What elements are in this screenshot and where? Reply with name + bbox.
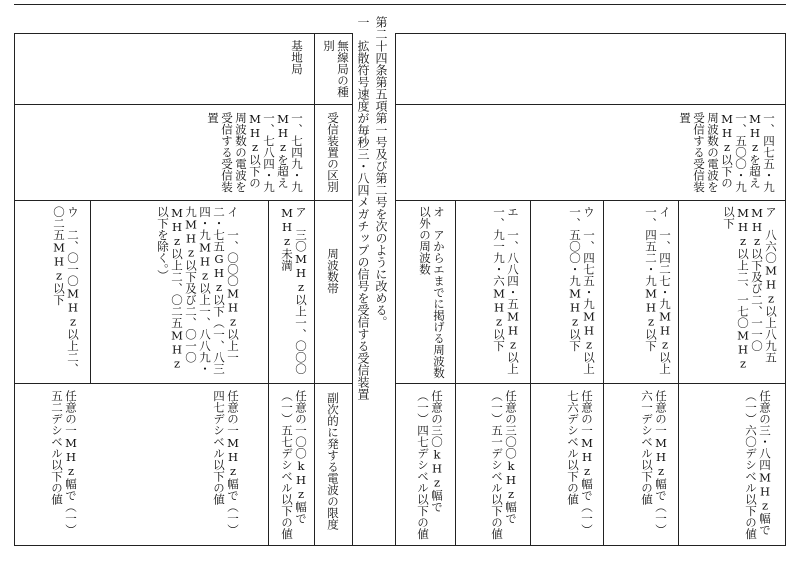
right-limit-i: 任意の一MHz幅で（一）六一デシベル以下の値 <box>640 390 668 536</box>
amendment-caption: 第二十四条第五項第一号及び第二号を次のように改める。 <box>374 16 388 328</box>
left-band-a: ア 三〇MHz以上一、〇〇〇MHz未満 <box>280 206 308 375</box>
left-receiver-class: 一、七四九・九MHzを超え一、七八四・九MHz以下の周波数の電波を受信する受信装置 <box>206 112 304 193</box>
left-band-u: ウ 二、〇一〇MHz以上二、〇二五MHz以下 <box>52 206 80 375</box>
left-station-type: 基地局 <box>290 40 304 75</box>
header-frequency-band: 周波数帯 <box>326 248 340 294</box>
page-top-rule <box>14 4 786 5</box>
receiver-section-heading: 一 拡散符号速度が毎秒三・八四メガチップの信号を受信する受信装置 <box>356 16 370 400</box>
left-limit-u: 任意の一MHz幅で（一）五二デシベル以下の値 <box>50 390 78 536</box>
left-limit-i: 任意の一MHz幅で（一）四七デシベル以下の値 <box>212 390 240 536</box>
right-band-u: ウ 一、四七五・九MHz以上一、五〇〇・九MHz以下 <box>568 206 596 375</box>
right-band-e: エ 一、八八四・五MHz以上一、九一九・六MHz以下 <box>492 206 520 375</box>
left-limit-a: 任意の一〇〇kHz幅で（一）五七デシベル以下の値 <box>280 390 308 540</box>
right-limit-u: 任意の一MHz幅で（一）七六デシベル以下の値 <box>566 390 594 536</box>
header-emission-limit: 副次的に発する電波の限度 <box>326 392 340 530</box>
right-band-i: イ 一、四二七・九MHz以上一、四五二・九MHz以下 <box>644 206 672 375</box>
header-receiver-class: 受信装置の区別 <box>326 112 340 193</box>
left-band-i: イ 一、〇〇〇MHz以上一二・七五GHz以下（一、八三四・九MHz以上一、八八九・九MHz以下及び二、〇一〇MHz以上二、〇二五MHz以下を除く。） <box>156 206 240 375</box>
right-band-o: オ アからエまでに掲げる周波数以外の周波数 <box>418 206 446 379</box>
right-limit-o: 任意の三〇kHz幅で（一）四七デシベル以下の値 <box>416 390 444 540</box>
right-receiver-class: 一、四七五・九MHzを超え一、五〇〇・九MHz以下の周波数の電波を受信する受信装置 <box>678 112 776 193</box>
right-band-a: ア 八六〇MHz以上八九五MHz以下及び二、一一〇MHz以上二、一七〇MHz以下 <box>722 206 778 371</box>
right-limit-e: 任意の三〇〇kHz幅で（一）五一デシベル以下の値 <box>490 390 518 540</box>
right-limit-a: 任意の三・八四MHz幅で（一）六〇デシベル以下の値 <box>744 390 772 540</box>
header-station-type: 無線局の種別 <box>322 40 350 98</box>
